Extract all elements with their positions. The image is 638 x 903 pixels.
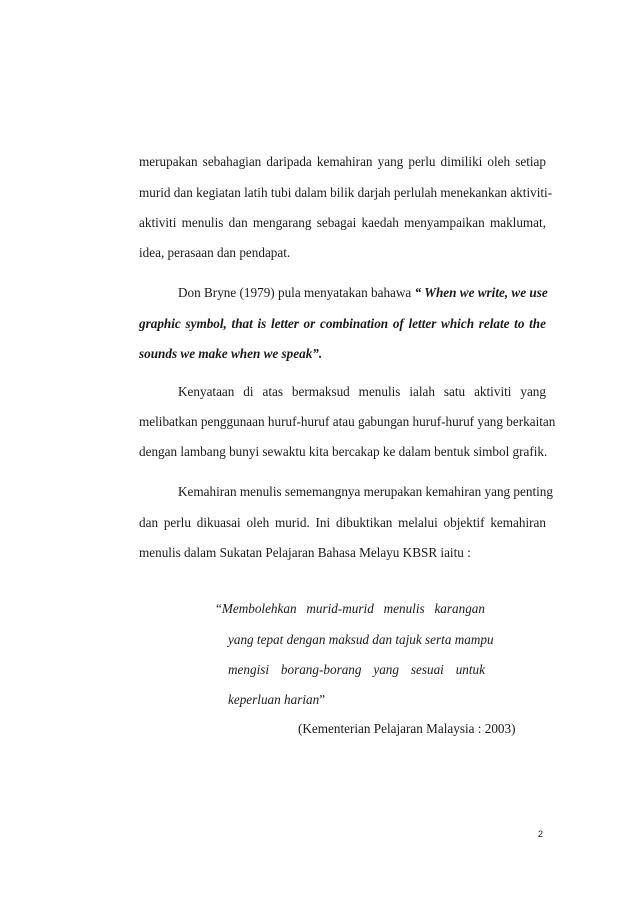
paragraph-1-line-1: merupakan sebahagian daripada kemahiran yang perlu dimiliki oleh setiap — [139, 154, 546, 169]
quote-line-1 — [216, 601, 485, 617]
paragraph-4-line-2: dan perlu dikuasai oleh murid. Ini dibuktikan melalui objektif kemahiran — [139, 515, 546, 530]
paragraph-1-line-3: aktiviti menulis dan mengarang sebagai kaedah menyampaikan maklumat, — [139, 215, 546, 230]
paragraph-2-line-1 — [178, 285, 546, 301]
quote-open-mark: “ — [216, 601, 222, 616]
paragraph-2-line-2: graphic symbol, that is letter or combination of letter which relate to the — [139, 316, 546, 331]
paragraph-3-line-1: Kenyataan di atas bermaksud menulis ialah satu aktiviti yang — [178, 384, 546, 399]
paragraph-2-line-3: sounds we make when we speak”. — [139, 346, 323, 361]
paragraph-4-line-1: Kemahiran menulis sememangnya merupakan kemahiran yang penting — [178, 484, 553, 499]
paragraph-2-quote-start: “ When we write, we use — [414, 285, 548, 300]
quote-line-4-text: keperluan harian — [228, 692, 320, 707]
quote-line-2: yang tepat dengan maksud dan tajuk serta mampu — [228, 632, 494, 647]
paragraph-3-line-3: dengan lambang bunyi sewaktu kita bercakap ke dalam bentuk simbol grafik. — [139, 444, 548, 459]
paragraph-3-line-2: melibatkan penggunaan huruf-huruf atau gabungan huruf-huruf yang berkaitan — [139, 414, 556, 429]
quote-line-4 — [228, 692, 325, 708]
paragraph-4-line-3: menulis dalam Sukatan Pelajaran Bahasa Melayu KBSR iaitu : — [139, 545, 471, 560]
page-number: 2 — [538, 829, 544, 839]
quote-close-mark: ” — [319, 692, 326, 707]
quote-line-1-text: Membolehkan murid-murid menulis karangan — [221, 601, 485, 616]
paragraph-1-line-4: idea, perasaan dan pendapat. — [139, 245, 291, 260]
quote-citation: (Kementerian Pelajaran Malaysia : 2003) — [298, 721, 516, 736]
quote-line-3: mengisi borang-borang yang sesuai untuk — [228, 662, 485, 677]
paragraph-1-line-2: murid dan kegiatan latih tubi dalam bilik darjah perlulah menekankan aktiviti- — [139, 185, 553, 200]
paragraph-2-intro: Don Bryne (1979) pula menyatakan bahawa — [178, 285, 415, 300]
